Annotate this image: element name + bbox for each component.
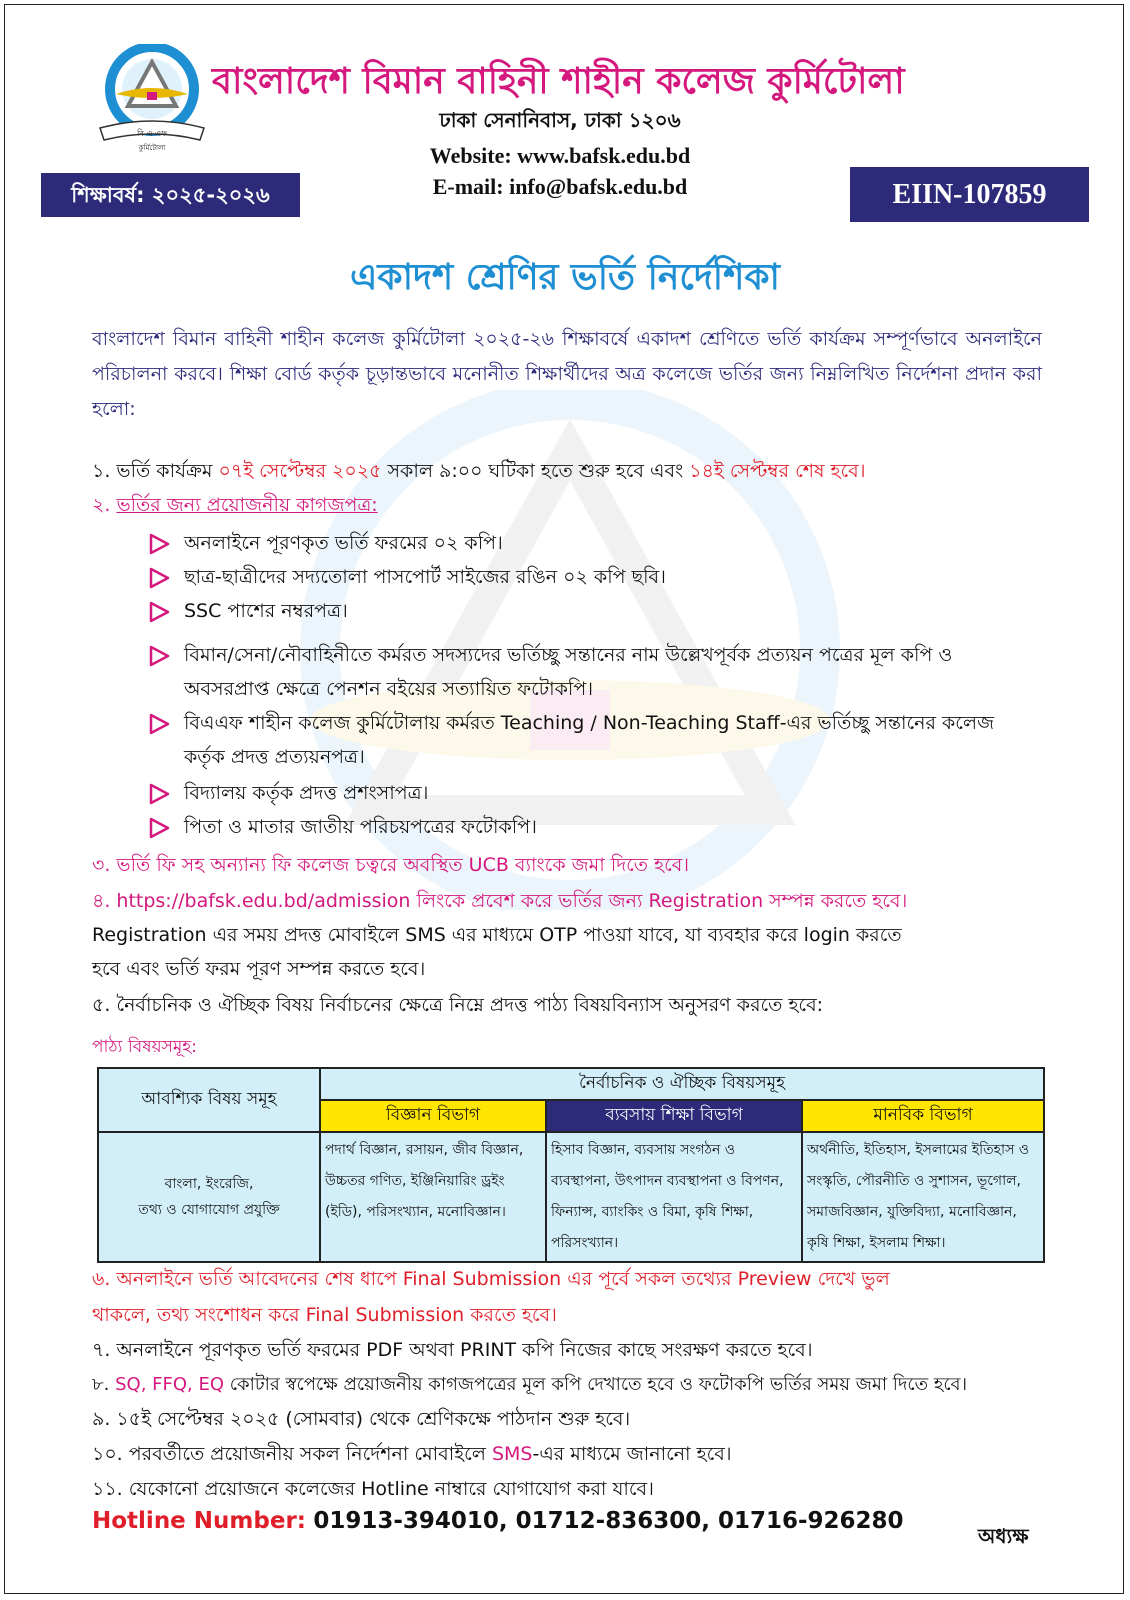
hotline-numbers[interactable]: 01913-394010, 01712-836300, 01716-926280 bbox=[313, 1508, 904, 1534]
compulsory-subjects: বাংলা, ইংরেজি, তথ্য ও যোগাযোগ প্রযুক্তি bbox=[98, 1132, 320, 1262]
instruction-5: ৫. নৈর্বাচনিক ও ঐচ্ছিক বিষয় নির্বাচনের ক্ষেত্রে নিম্নে প্রদত্ত পাঠ্য বিষয়বিন্যাস অনুসরণ করতে হবে: bbox=[92, 994, 824, 1016]
instruction-6-line1: ৬. অনলাইনে ভর্তি আবেদনের শেষ ধাপে Final Submission এর পূর্বে সকল তথ্যের Preview দেখে ভুল bbox=[92, 1268, 890, 1290]
instruction-4-line1: ৪. https://bafsk.edu.bd/admission লিংকে প্রবেশ করে ভর্তির জন্য Registration সম্পন্ন করতে হবে। bbox=[92, 890, 908, 912]
instruction-1-time: সকাল ৯:০০ ঘটিকা হতে শুরু হবে এবং bbox=[381, 460, 690, 482]
college-name: বাংলাদেশ বিমান বাহিনী শাহীন কলেজ কুর্মিটোলা bbox=[212, 60, 905, 102]
instruction-9: ৯. ১৫ই সেপ্টেম্বর ২০২৫ (সোমবার) থেকে শ্রেণিকক্ষে পাঠদান শুরু হবে। bbox=[92, 1408, 631, 1430]
eiin-badge: EIIN-107859 bbox=[850, 167, 1089, 222]
humanities-subjects: অর্থনীতি, ইতিহাস, ইসলামের ইতিহাস ও সংস্কৃতি, পৌরনীতি ও সুশাসন, ভূগোল, সমাজবিজ্ঞান, যুক্তিবিদ্যা, মনোবিজ্ঞান, কৃষি শিক্ষা, ইসলাম শিক্ষা। bbox=[802, 1132, 1044, 1262]
academic-year-badge: শিক্ষাবর্ষ: ২০২৫-২০২৬ bbox=[41, 173, 300, 217]
instruction-1 bbox=[92, 458, 1082, 484]
triangle-bullet-icon bbox=[148, 645, 170, 667]
business-header: ব্যবসায় শিক্ষা বিভাগ bbox=[546, 1100, 802, 1132]
hotline-label: Hotline Number: bbox=[92, 1508, 306, 1534]
college-email: E-mail: info@bafsk.edu.bd bbox=[432, 174, 688, 199]
admission-end-date: ১৪ই সেপ্টম্বর শেষ হবে। bbox=[689, 460, 866, 482]
triangle-bullet-icon bbox=[148, 533, 170, 555]
instruction-4-line2: Registration এর সময় প্রদত্ত মোবাইলে SMS এর মাধ্যমে OTP পাওয়া যাবে, যা ব্যবহার করে login করতে bbox=[92, 924, 902, 946]
svg-text:বি এ এফ: বি এ এফ bbox=[137, 129, 167, 138]
business-subjects: হিসাব বিজ্ঞান, ব্যবসায় সংগঠন ও ব্যবস্থাপনা, উৎপাদন ব্যবস্থাপনা ও বিপণন, ফিন্যান্স, ব্যাংকিং ও বিমা, কৃষি শিক্ষা, পরিসংখ্যান। bbox=[546, 1132, 802, 1262]
intro-paragraph: বাংলাদেশ বিমান বাহিনী শাহীন কলেজ কুর্মিটোলা ২০২৫-২৬ শিক্ষাবর্ষে একাদশ শ্রেণিতে ভর্তি কার্যক্রম সম্পূর্ণভাবে অনলাইনে পরিচালনা করবে। শিক্ষা বোর্ড কর্তৃক চূড়ান্তভাবে মনোনীত শিক্ষার্থীদের অত্র কলেজে ভর্তির জন্য নিম্নলিখিত নির্দেশনা প্রদান করা হলো: bbox=[92, 328, 1042, 420]
instruction-3: ৩. ভর্তি ফি সহ অন্যান্য ফি কলেজ চত্বরে অবস্থিত UCB ব্যাংকে জমা দিতে হবে। bbox=[92, 854, 690, 876]
instruction-2-number: ২. bbox=[92, 494, 117, 516]
college-address: ঢাকা সেনানিবাস, ঢাকা ১২০৬ bbox=[439, 108, 681, 132]
instruction-8: ৮. SQ, FFQ, EQ কোটার স্বপেক্ষে প্রয়োজনীয় কাগজপত্রের মূল কপি দেখাতে হবে ও ফটোকপি ভর্তির সময় জমা দিতে হবে। bbox=[92, 1374, 968, 1395]
triangle-bullet-icon bbox=[148, 817, 170, 839]
required-documents-heading: ভর্তির জন্য প্রয়োজনীয় কাগজপত্র: bbox=[116, 494, 378, 516]
hotline bbox=[92, 1508, 904, 1534]
instruction-4-line3: হবে এবং ভর্তি ফরম পূরণ সম্পন্ন করতে হবে। bbox=[92, 958, 426, 980]
instruction-7: ৭. অনলাইনে পূরণকৃত ভর্তি ফরমের PDF অথবা PRINT কপি নিজের কাছে সংরক্ষণ করতে হবে। bbox=[92, 1339, 813, 1361]
triangle-bullet-icon bbox=[148, 713, 170, 735]
college-logo bbox=[92, 44, 212, 154]
instruction-10: ১০. পরবর্তীতে প্রয়োজনীয় সকল নির্দেশনা মোবাইলে SMS-এর মাধ্যমে জানানো হবে। bbox=[92, 1443, 732, 1465]
admission-start-date: ০৭ই সেপ্টেম্বর ২০২৫ bbox=[218, 460, 382, 482]
page-title: একাদশ শ্রেণির ভর্তি নির্দেশিকা bbox=[350, 257, 780, 298]
triangle-bullet-icon bbox=[148, 567, 170, 589]
instruction-2-heading bbox=[92, 492, 1082, 518]
instruction-11: ১১. যেকোনো প্রয়োজনে কলেজের Hotline নাম্বারে যোগাযোগ করা যাবে। bbox=[92, 1478, 654, 1500]
principal-signature: অধ্যক্ষ bbox=[978, 1524, 1029, 1548]
svg-text:কুর্মিটোলা: কুর্মিটোলা bbox=[138, 144, 166, 152]
instruction-6-line2: থাকলে, তথ্য সংশোধন করে Final Submission করতে হবে। bbox=[92, 1304, 557, 1326]
science-subjects: পদার্থ বিজ্ঞান, রসায়ন, জীব বিজ্ঞান, উচ্চতর গণিত, ইঞ্জিনিয়ারিং ড্রইং (ইডি), পরিসংখ্যান, মনোবিজ্ঞান। bbox=[320, 1132, 546, 1262]
compulsory-header: আবশ্যিক বিষয় সমূহ bbox=[98, 1068, 320, 1132]
triangle-bullet-icon bbox=[148, 783, 170, 805]
science-header: বিজ্ঞান বিভাগ bbox=[320, 1100, 546, 1132]
instruction-1-text: ১. ভর্তি কার্যক্রম bbox=[92, 460, 219, 482]
college-website: Website: www.bafsk.edu.bd bbox=[429, 143, 691, 168]
triangle-bullet-icon bbox=[148, 601, 170, 623]
humanities-header: মানবিক বিভাগ bbox=[802, 1100, 1044, 1132]
subjects-label: পাঠ্য বিষয়সমূহ: bbox=[92, 1037, 197, 1057]
elective-header: নৈর্বাচনিক ও ঐচ্ছিক বিষয়সমূহ bbox=[320, 1068, 1044, 1100]
subjects-table bbox=[97, 1067, 1045, 1263]
quota-list: SQ, FFQ, EQ bbox=[115, 1374, 225, 1395]
